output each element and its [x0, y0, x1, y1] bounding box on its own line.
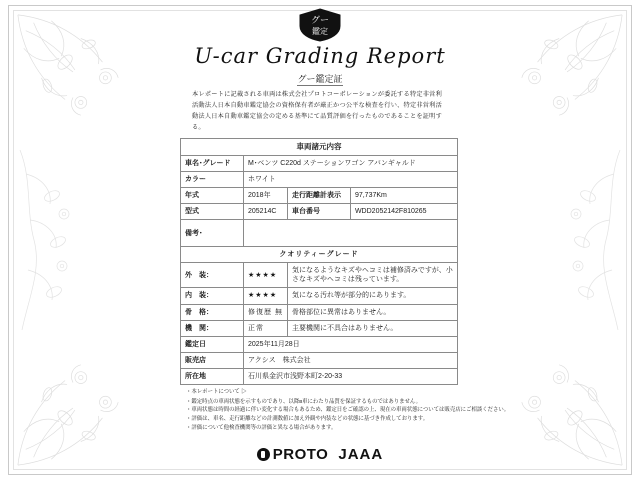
row-label-frame: 骨 格： — [181, 304, 244, 320]
row-value-frame: 骨格部位に異常はありません。 — [287, 304, 457, 320]
table-row — [181, 204, 458, 220]
row-label-type: 型式 — [181, 204, 244, 220]
footnote-line: ・評価について他検査機関等の評価と異なる場合があります。 — [186, 424, 337, 431]
page-title: U-car Grading Report — [194, 44, 446, 68]
row-label-remarks: 備考･ — [181, 220, 244, 247]
table-row — [181, 187, 458, 203]
row-label-address: 所在地 — [181, 368, 244, 384]
row-value-remarks — [244, 220, 458, 247]
row-value-model: M･ベンツ C220d ステーションワゴン アバンギャルド — [244, 155, 458, 171]
page-subtitle-text: グー鑑定証 — [297, 74, 343, 84]
footnote-line: ・車両状態は時間の経過に伴い変化する場合もあるため、鑑定日をご確認の上、現在の車両状態については販売店にご相談ください。 — [186, 407, 510, 414]
row-label-mileage: 走行距離計表示 — [287, 187, 350, 203]
row-label-interior: 内 装： — [181, 288, 244, 304]
row-value-dealer: アクシス 株式会社 — [244, 352, 458, 368]
proto-logo — [257, 446, 329, 463]
table-row-section-vehicle — [181, 139, 458, 156]
row-value-year: 2018年 — [244, 187, 288, 203]
row-value-exterior: 気になるようなキズやヘコミは補修済みですが、小さなキズやヘコミは残っています。 — [287, 263, 457, 288]
table-row — [181, 320, 458, 336]
table-row — [181, 368, 458, 384]
row-label-dealer: 販売店 — [181, 352, 244, 368]
goo-kantei-logo — [0, 8, 640, 42]
row-stars-frame: 修復歴 無 — [244, 304, 288, 320]
row-value-inspection-date: 2025年11月28日 — [244, 336, 458, 352]
row-label-color: カラー — [181, 171, 244, 187]
table-row — [181, 155, 458, 171]
row-stars-exterior: ★★★★ — [244, 263, 288, 288]
row-label-exterior: 外 装： — [181, 263, 244, 288]
quality-section-heading: クオリティーグレード — [181, 247, 458, 263]
svg-text:グー: グー — [310, 15, 330, 25]
page-subtitle — [0, 72, 640, 85]
table-row — [181, 171, 458, 187]
footnote-line: ・鑑定時点の車両状態を示すものであり、以降в車にわたり品質を保証するものではありません。 — [186, 398, 421, 405]
row-label-year: 年式 — [181, 187, 244, 203]
row-label-chassis: 車台番号 — [287, 204, 350, 220]
table-row — [181, 220, 458, 247]
svg-text:鑑定: 鑑定 — [312, 27, 328, 36]
table-row-section-quality — [181, 247, 458, 263]
jaaa-logo: JAAA — [338, 446, 384, 463]
row-value-mileage: 97,737Km — [350, 187, 457, 203]
row-label-model: 車名･グレード — [181, 155, 244, 171]
table-row — [181, 352, 458, 368]
footer-logos — [0, 446, 640, 463]
row-value-color: ホワイト — [244, 171, 458, 187]
table-row — [181, 304, 458, 320]
row-value-interior: 気になる汚れ等が部分的にあります。 — [287, 288, 457, 304]
proto-label: PROTO — [272, 446, 329, 463]
row-stars-engine: 正常 — [244, 320, 288, 336]
table-row — [181, 263, 458, 288]
row-value-type: 205214C — [244, 204, 288, 220]
row-label-engine: 機 関： — [181, 320, 244, 336]
report-table — [180, 138, 458, 385]
proto-mark-icon — [257, 448, 270, 461]
row-value-chassis: WDD2052142F810265 — [350, 204, 457, 220]
row-stars-interior: ★★★★ — [244, 288, 288, 304]
row-value-engine: 主要機関に不具合はありません。 — [287, 320, 457, 336]
footnotes-title: ・本レポートについて ▷ — [186, 389, 247, 395]
vehicle-section-heading: 車両諸元内容 — [181, 139, 458, 156]
intro-paragraph: 本レポートに記載される車両は株式会社プロトコーポレーションが委託する特定非営利活動法人日本自動車鑑定協会の資格保有者が厳正かつ公平な検査を行い、特定非営利活動法人日本自動車鑑定協会の定める基準にて品質評価を行ったものであることを証明する。 — [192, 91, 442, 131]
footnote-line: ・評価は、車名、走行距離などの計測数値に加え外観や内装などの状態に基づき作成しております。 — [186, 415, 429, 422]
shield-logo-icon — [297, 8, 343, 42]
row-label-inspection-date: 鑑定日 — [181, 336, 244, 352]
row-value-address: 石川県金沢市浅野本町2-20-33 — [244, 368, 458, 384]
footnotes — [186, 388, 510, 432]
table-row — [181, 336, 458, 352]
table-row — [181, 288, 458, 304]
